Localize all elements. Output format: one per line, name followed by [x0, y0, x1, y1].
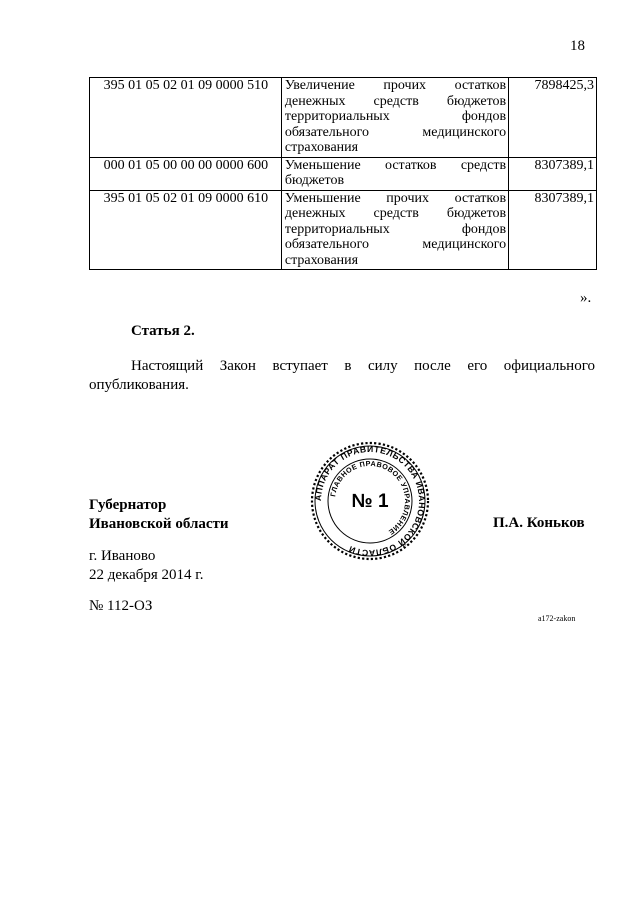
- amount-cell: 8307389,1: [509, 157, 597, 190]
- place: г. Иваново: [89, 548, 156, 564]
- description-line: Уменьшение прочих остатков: [284, 190, 507, 206]
- law-number: № 112-ОЗ: [89, 598, 153, 614]
- description-line: обязательного медицинского: [284, 237, 507, 252]
- description-line: обязательного медицинского: [284, 124, 507, 140]
- date: 22 декабря 2014 г.: [89, 567, 204, 583]
- description-line: Увеличение прочих остатков: [284, 78, 507, 93]
- description-line: страхования: [284, 252, 359, 268]
- table-row: [90, 157, 597, 190]
- description-cell: [281, 190, 508, 270]
- seal-outer-text: АППАРАТ ПРАВИТЕЛЬСТВА ИВАНОВСКОЙ ОБЛАСТИ: [312, 443, 428, 559]
- amount-cell: 7898425,3: [509, 78, 597, 158]
- signature-block: [89, 496, 229, 534]
- budget-code-cell: 000 01 05 00 00 00 0000 600: [90, 157, 282, 190]
- place-and-date: [89, 547, 204, 585]
- amount-cell: 8307389,1: [509, 190, 597, 270]
- signatory-position-line: Губернатор: [89, 497, 167, 513]
- seal-inner-text: ГЛАВНОЕ ПРАВОВОЕ УПРАВЛЕНИЕ: [328, 458, 413, 537]
- description-cell: [281, 157, 508, 190]
- signatory-name: П.А. Коньков: [493, 515, 585, 531]
- signatory-position-line: Ивановской области: [89, 516, 229, 532]
- description-line: бюджетов: [284, 173, 345, 188]
- budget-sources-table: [89, 77, 597, 270]
- article-text: Настоящий Закон вступает в силу после его официального опубликования.: [89, 358, 595, 393]
- description-line: страхования: [284, 140, 359, 155]
- article-title: Статья 2.: [131, 323, 195, 339]
- page-number: 18: [570, 38, 585, 54]
- description-line: денежных средств бюджетов: [284, 93, 507, 109]
- official-seal-stamp: [310, 441, 430, 561]
- budget-code-cell: 395 01 05 02 01 09 0000 510: [90, 78, 282, 158]
- table-row: [90, 190, 597, 270]
- budget-code-cell: 395 01 05 02 01 09 0000 610: [90, 190, 282, 270]
- description-cell: [281, 78, 508, 158]
- description-line: территориальных фондов: [284, 109, 507, 124]
- table-row: [90, 78, 597, 158]
- closing-quote: ».: [580, 290, 592, 306]
- file-code: a172-zakon: [538, 614, 576, 623]
- description-line: территориальных фондов: [284, 221, 507, 237]
- description-line: денежных средств бюджетов: [284, 206, 507, 221]
- description-line: Уменьшение остатков средств: [284, 157, 507, 173]
- seal-number: № 1: [351, 491, 389, 512]
